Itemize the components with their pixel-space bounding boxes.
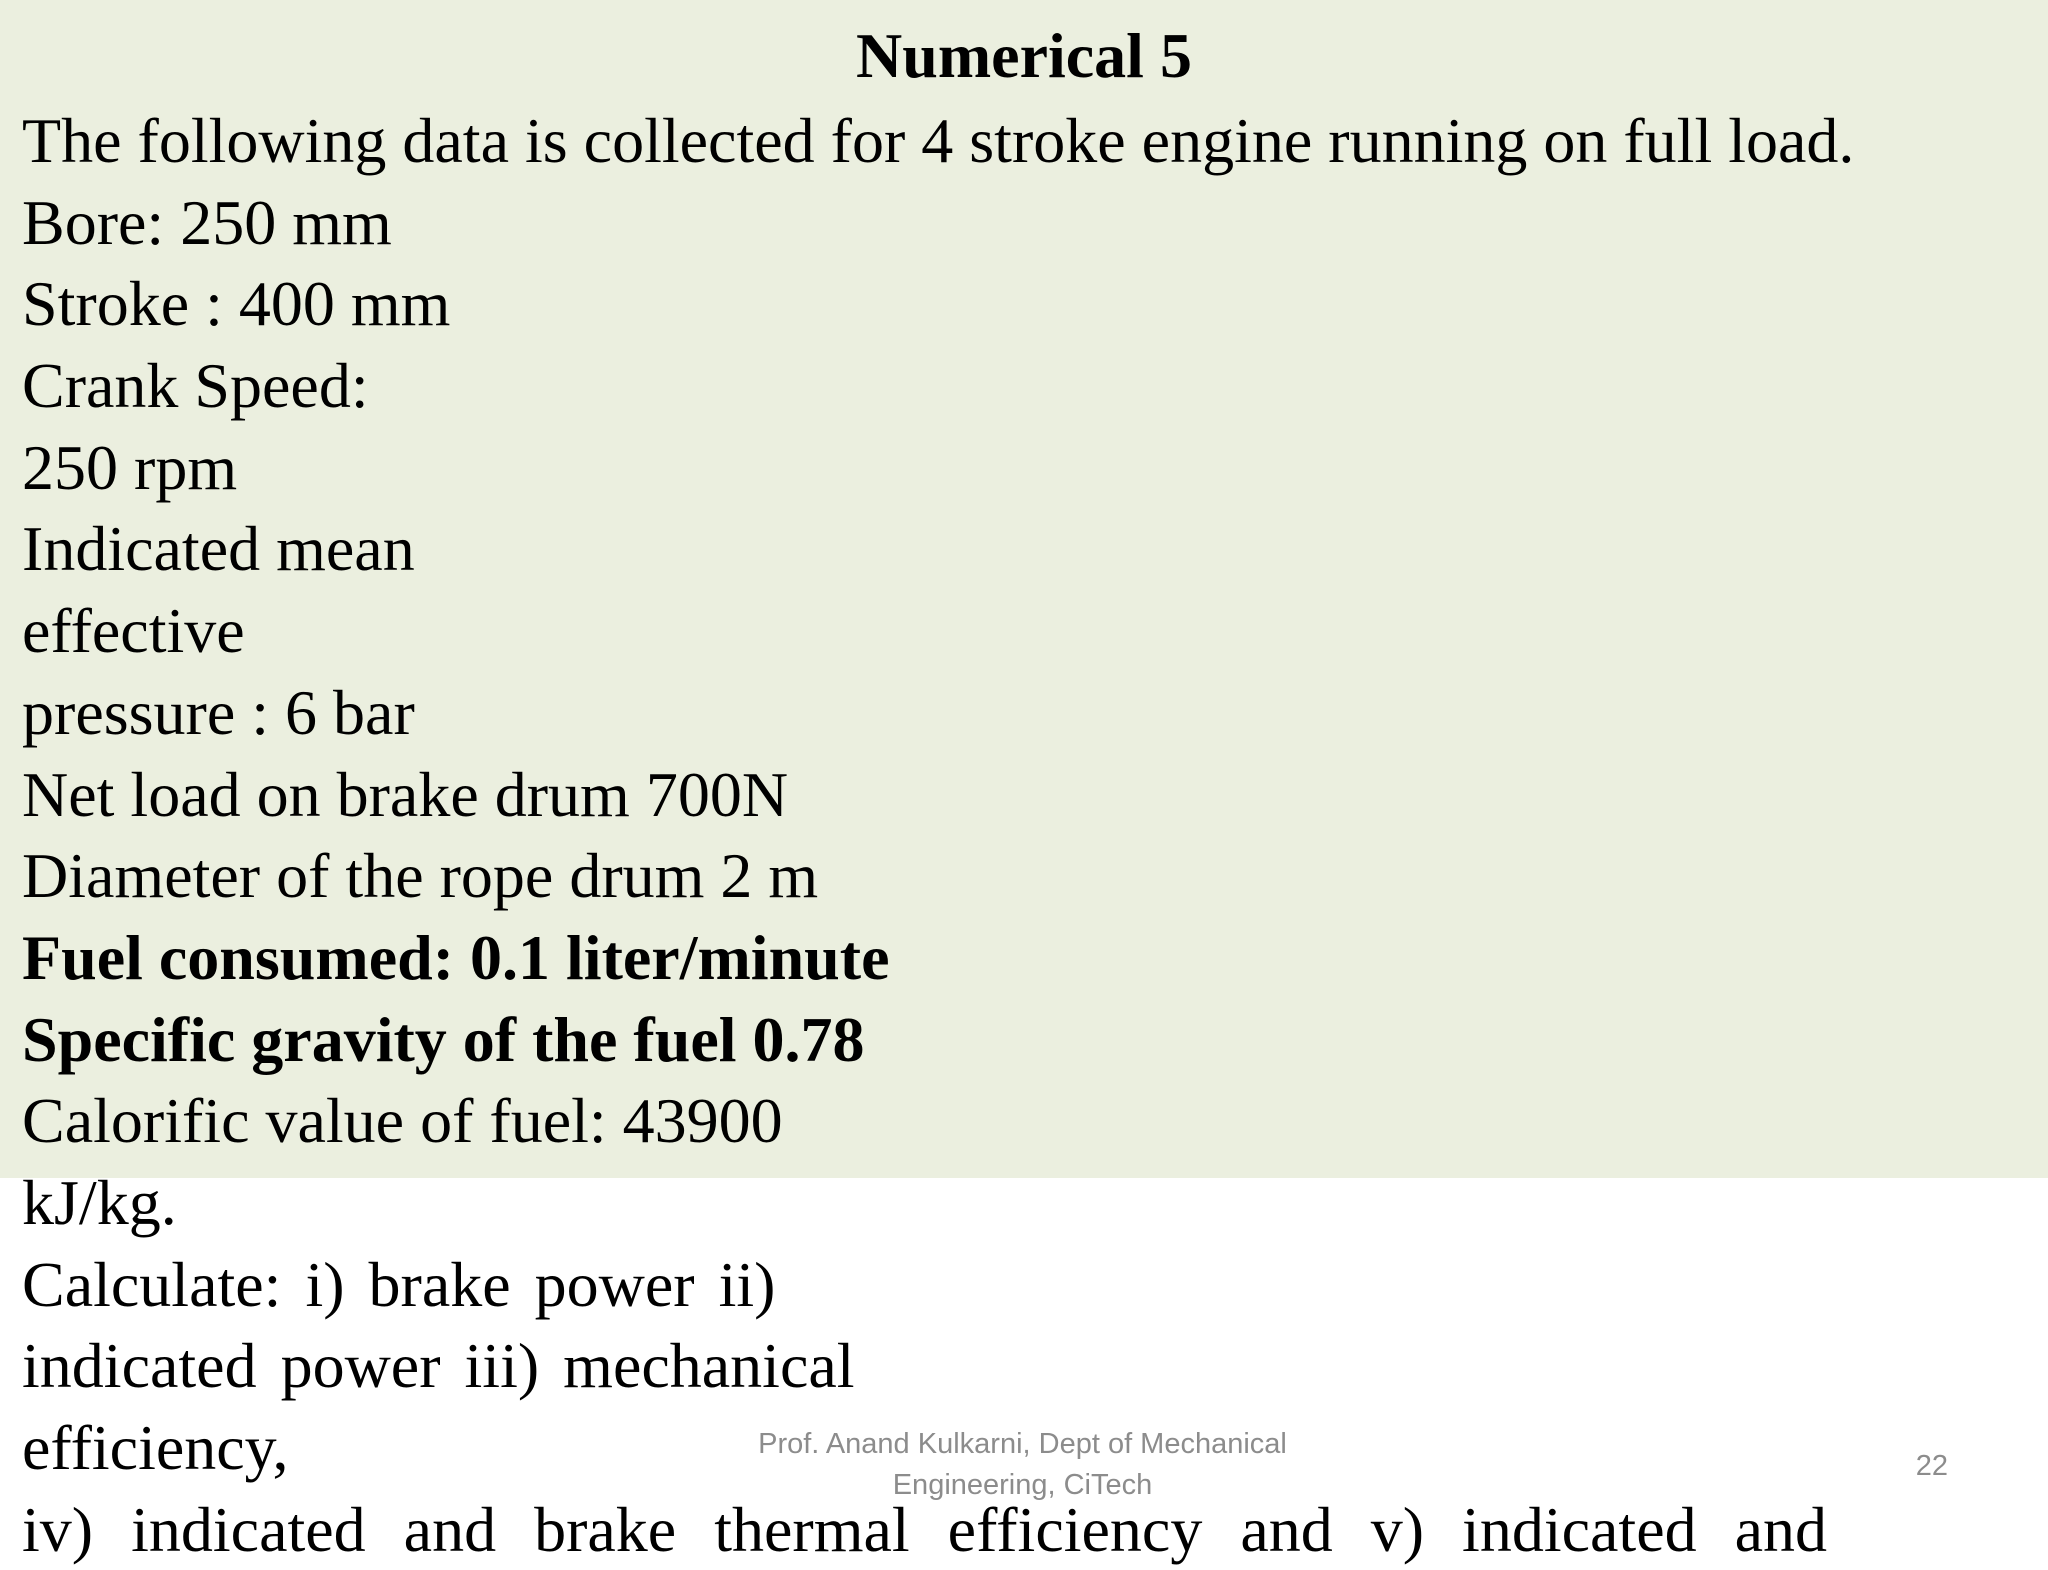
slide-title: Numerical 5	[856, 20, 1192, 91]
body-line-imep-2: effective	[22, 595, 245, 667]
body-line-calculate-3: efficiency,	[22, 1412, 289, 1483]
slide-number: 22	[1915, 1450, 1948, 1482]
body-line-specific-gravity: Specific gravity of the fuel 0.78	[22, 1003, 865, 1075]
body-line-intro: The following data is collected for 4 stroke engine running on full load.	[22, 105, 1855, 176]
footer-author: Prof. Anand Kulkarni, Dept of Mechanical Engineering, CiTech	[758, 1428, 1287, 1501]
body-line-rope-drum: Diameter of the rope drum 2 m	[22, 840, 819, 912]
body-line-calorific-unit: kJ/kg.	[22, 1166, 177, 1238]
body-line-calculate-4: iv) indicated and brake thermal efficiency and v) indicated and	[22, 1493, 1827, 1565]
body-line-calculate-1: Calculate: i) brake power ii)	[22, 1248, 776, 1320]
body-line-stroke: Stroke : 400 mm	[22, 268, 451, 340]
body-line-crank-speed-label: Crank Speed:	[22, 350, 369, 422]
body-line-net-load: Net load on brake drum 700N	[22, 758, 789, 830]
body-line-imep-1: Indicated mean	[22, 513, 415, 585]
body-line-calorific-value: Calorific value of fuel: 43900	[22, 1085, 783, 1157]
slide-body	[22, 100, 2022, 1570]
body-line-calculate-2: indicated power iii) mechanical	[22, 1330, 855, 1402]
body-line-fuel-consumed: Fuel consumed: 0.1 liter/minute	[22, 921, 890, 993]
body-line-crank-speed-value: 250 rpm	[22, 431, 238, 503]
body-line-bore: Bore: 250 mm	[22, 186, 392, 258]
body-line-imep-3: pressure : 6 bar	[22, 676, 415, 748]
